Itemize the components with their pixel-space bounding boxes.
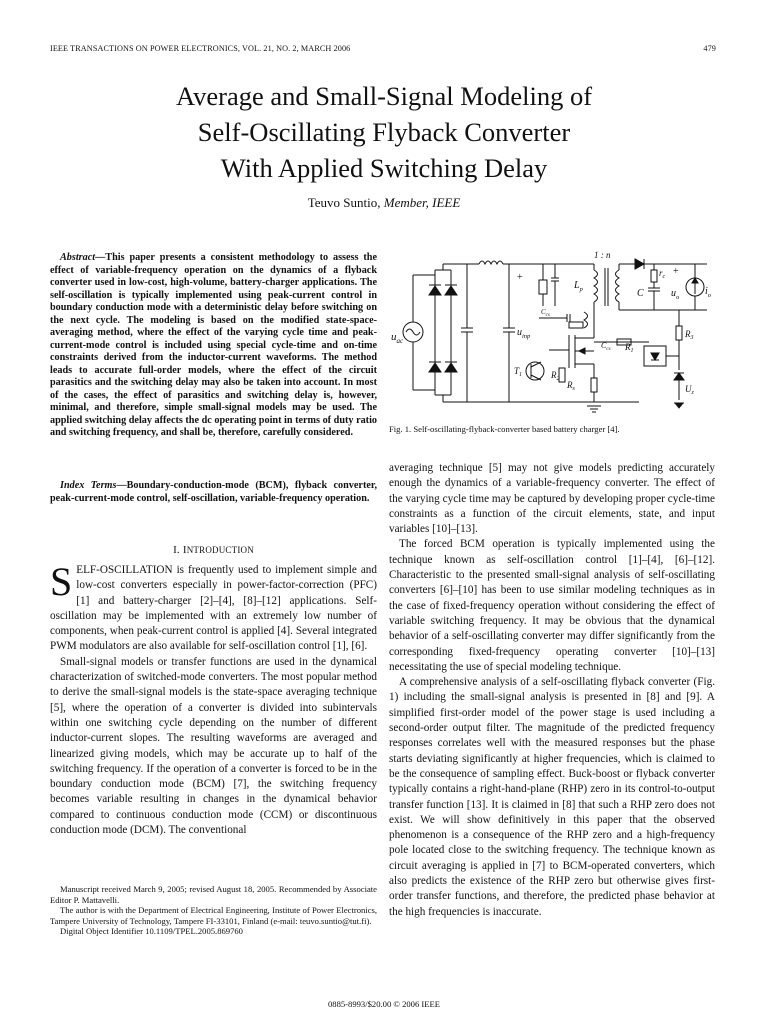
ac-sine-symbol <box>406 329 420 335</box>
circuit-schematic <box>389 250 715 420</box>
output-plus-label: + <box>673 266 679 277</box>
footnote-doi: Digital Object Identifier 10.1109/TPEL.2005.869760 <box>60 926 243 937</box>
aux-winding-symbol <box>584 312 588 328</box>
section-heading <box>50 544 377 556</box>
ccs-label: $C_{cs}$ <box>541 308 550 318</box>
lp-label: $L_p$ <box>574 280 583 293</box>
index-terms-dash: — <box>116 480 127 491</box>
rs-resistor <box>591 378 597 392</box>
input-inductor-symbol <box>479 261 503 264</box>
uz-label: $U_z$ <box>685 384 694 396</box>
abstract <box>50 252 377 440</box>
intro-paragraph: Small-signal models or transfer functions are used in the dynamical characterization of switched-mode converters. The most popular method to derive the small-signal models is the state-space averaging technique [5], where the operation of a converter is divided into subintervals within one switching cycle depending on the number of different inductor-current slopes. The resulting waveforms are averaged and linearized giving models, which may be accurate up to half of the switching frequency. If the operation of a converter is forced to be in the boundary conduction mode (BCM) [7], the switching frequency becomes variable resulting in changes in the dynamical behavior compared to continuous conduction mode (CCM) or discontinuous conduction mode (DCM). The conventional <box>50 655 377 837</box>
diode-symbol <box>445 286 457 295</box>
author-line <box>0 195 768 211</box>
diode-symbol <box>429 363 441 372</box>
plus-label: + <box>517 272 523 283</box>
rs-label: $R_s$ <box>567 380 575 392</box>
r1-resistor <box>569 322 583 328</box>
turns-ratio-label: 1 : n <box>594 250 611 260</box>
title-line: With Applied Switching Delay <box>220 153 548 183</box>
intro-paragraph <box>50 559 377 655</box>
index-terms <box>50 480 377 505</box>
r3-label: $R_3$ <box>685 329 694 341</box>
snubber-resistor <box>539 280 547 294</box>
section-title-initial: I <box>182 544 187 556</box>
paper-title <box>60 78 708 186</box>
footnote-affiliation: The author is with the Department of Electrical Engineering, Institute of Power Electronics, Tampere University of Technology, Tampere FI-33101, Finland (e-mail: teuvo.suntio@tut.fi). <box>50 905 377 926</box>
title-line: Self-Oscillating Flyback Converter <box>197 117 571 147</box>
footnotes <box>50 884 377 937</box>
figure-caption: Fig. 1. Self-oscillating-flyback-converter based battery charger [4]. <box>389 424 620 434</box>
footnote-received: Manuscript received March 9, 2005; revised August 18, 2005. Recommended by Associate Editor P. Mattavelli. <box>50 884 377 905</box>
c-label: C <box>637 288 644 299</box>
journal-name: IEEE TRANSACTIONS ON POWER ELECTRONICS, VOL. 21, NO. 2, MARCH 2006 <box>50 44 351 53</box>
uo-label: $u_o$ <box>671 288 680 301</box>
page-number: 479 <box>703 44 716 53</box>
author-membership: Member, IEEE <box>383 195 461 210</box>
copyright-line: 0885-8993/$20.00 © 2006 IEEE <box>327 999 441 1009</box>
r1-label: $R_1$ <box>625 342 634 354</box>
index-terms-label: Index Terms <box>60 480 117 491</box>
esr-resistor <box>651 270 657 282</box>
secondary-winding-symbol <box>616 270 620 302</box>
diode-symbol <box>445 363 457 372</box>
right-column-body <box>389 461 715 920</box>
primary-winding-symbol <box>594 270 598 302</box>
index-terms-text: Boundary-conduction-mode (BCM), flyback converter, peak-current-mode control, self-oscillation, variable-frequency operation. <box>50 480 377 504</box>
diode-symbol <box>429 286 441 295</box>
io-label: $i_o$ <box>705 286 712 299</box>
intro-body <box>50 559 377 838</box>
zener-symbol <box>674 373 684 380</box>
running-head <box>50 44 716 56</box>
r3-resistor <box>676 326 682 340</box>
rc-label: $r_c$ <box>659 268 666 280</box>
abstract-text: This paper presents a consistent methodology to assess the effect of variable-frequency operation on the dynamics of a flyback converter used in low-cost, high-volume, battery-charger applications. The self-oscillation is typically implemented using peak-current control in boundary conduction mode with a deterministic delay before switching on the next cycle. The modeling is based on the modified state-space-averaging method, where the effect of the varying cycle time and peak-current-mode control is included using special cycle-time and on-time constraints derived from the inductor-current waveforms. The method leads to accurate full-order models, where the effect of the circuit parasitics and the switching delay may also be taken into account. In most of the cases, the effect of parasitics and switching delay is, however, minimal, and therefore, simple small-signal models may be used. The applied switching delay affects the dc operating point in terms of duty ratio and switching frequency, and shall be, therefore, carefully considered. <box>50 252 377 438</box>
title-line: Average and Small-Signal Modeling of <box>175 81 593 111</box>
section-number: I. <box>173 544 180 556</box>
t1-label: $T_1$ <box>514 366 523 378</box>
output-diode-symbol <box>635 259 644 269</box>
uac-label: $u_{ac}$ <box>391 331 404 345</box>
figure-1 <box>389 250 715 420</box>
drop-cap: S <box>50 559 73 604</box>
abstract-label: Abstract <box>60 252 96 263</box>
r2-label: $R_2$ <box>551 370 560 382</box>
body-paragraph: The forced BCM operation is typically implemented using the technique known as self-oscillation control [1]–[4], [6]–[12]. Characteristic to the presented small-signal analysis of self-oscillating converters [6]–[10] has been to use similar modeling techniques as in the case of fixed-frequency operation without considering the effect of variable switching frequency. It may be obvious that the dynamical behavior of a self-oscillating converter may differ significantly from the corresponding fixed-frequency operating converter [10]–[13] necessitating the use of special modeling technique. <box>389 538 715 673</box>
abstract-dash: — <box>95 252 106 263</box>
body-paragraph: A comprehensive analysis of a self-oscillating flyback converter (Fig. 1) including the small-signal analysis is presented in [8] and [9]. A simplified first-order model of the power stage is used including a second-order output filter. The magnitude of the predicted frequency responses correlates well with the measured responses but the phase starts deviating significantly at higher frequencies, which is claimed to be the consequence of sampling effect. Buck-boost or flyback converter typically contains a right-hand-plane (RHP) zero in its control-to-output transfer function [13]. It is claimed in [8] that such a RHP zero does not exist. We will show definitively in this paper that the observed phenomenon is a consequence of the RHP zero and a high-frequency pole located close to the switching frequency. The technique known as circuit averaging is applied in [7] to BCM-operated converters, which also predicts the existence of the RHP zero but otherwise gives first-order transfer functions, and therefore, the predicted phase behavior at the high frequencies is inaccurate. <box>389 676 715 918</box>
body-paragraph: averaging technique [5] may not give models predicting accurately enough the dynamics of a variable-frequency converter. The effect of the varying cycle time may be captured by developing proper cycle-time constraints as a function of the circuit elements, state, and input variables [10]–[13]. <box>389 462 715 536</box>
uinp-label: $u_{inp}$ <box>517 327 531 340</box>
ccs2-label: $C_{cs}$ <box>601 341 611 352</box>
intro-paragraph-text: ELF-OSCILLATION is frequently used to implement simple and low-cost converters especially in power-factor-correction (PFC) [1] and battery-charger [2]–[4], [8]–[12] applications. Self-oscillation may be implemented with an extremely low number of components, when peak-current control is applied [4]. Several integrated PWM modulators are also available for self-oscillation control [1], [6]. <box>50 564 377 653</box>
author-name: Teuvo Suntio, <box>307 195 381 210</box>
section-title-rest: NTRODUCTION <box>186 545 254 555</box>
r2-resistor <box>559 368 565 382</box>
